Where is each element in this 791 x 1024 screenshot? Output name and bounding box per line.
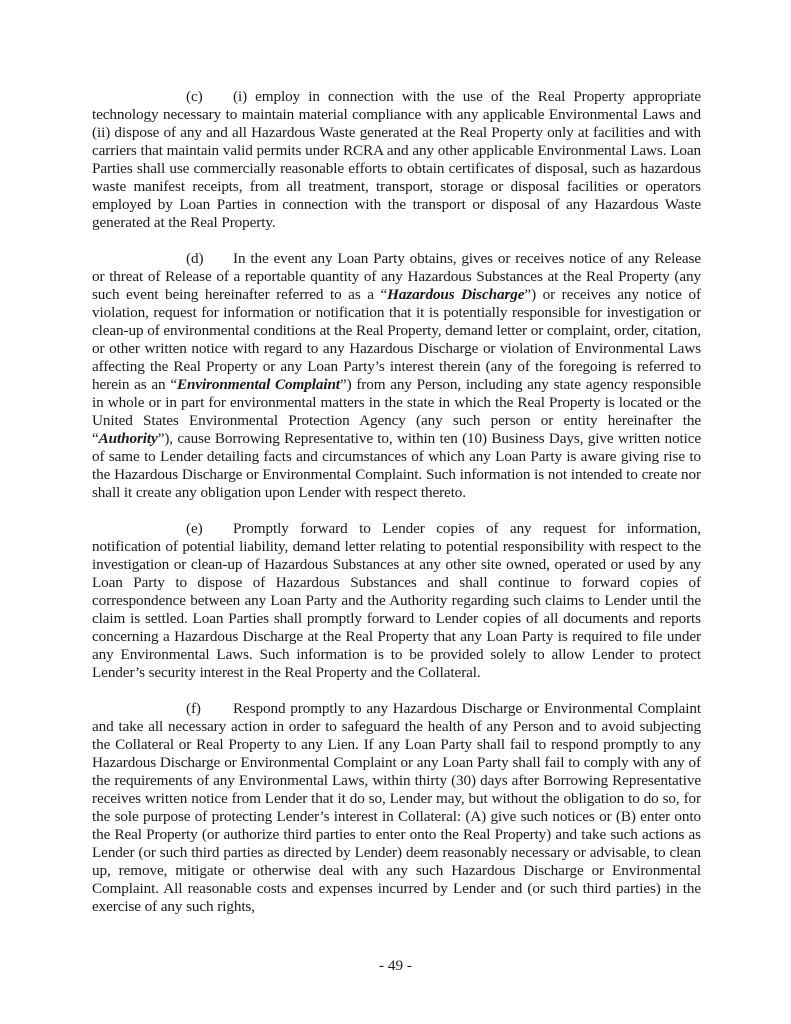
paragraph-text: ”) or receives any notice of violation, request for information or notification that it is potentially responsible for investigation or clean-up of environmental conditions at the Real Property, demand letter or complaint, order, citation, or other written notice with regard to any Hazardous Discharge or violation of Environmental Laws affecting the Real Property or any Loan Party’s interest therein (any of the foregoing is referred to herein as an “ bbox=[92, 286, 701, 393]
defined-term-environmental-complaint: Environmental Complaint bbox=[176, 376, 340, 393]
paragraph-text: In the event any Loan Party obtains, gives or receives notice of any Release or threat of Release of a reportable quantity of any Hazardous Substances at the Real Property (any such event being hereinafter referred to as a “ bbox=[92, 250, 701, 303]
paragraph-text: (i) employ in connection with the use of the Real Property appropriate technology necessary to maintain material compliance with any applicable Environmental Laws and (ii) dispose of any and all Hazardous Waste generated at the Real Property only at facilities and with carriers that maintain valid permits under RCRA and any other applicable Environmental Laws. Loan Parties shall use commercially reasonable efforts to obtain certificates of disposal, such as hazardous waste manifest receipts, from all treatment, transport, storage or disposal facilities or operators employed by Loan Parties in connection with the transport or disposal of any Hazardous Waste generated at the Real Property. bbox=[92, 88, 701, 231]
paragraph-label: (d) bbox=[186, 250, 204, 267]
paragraph-text: ”), cause Borrowing Representative to, within ten (10) Business Days, give written notice of same to Lender detailing facts and circumstances of which any Loan Party is aware giving rise to the Hazardous Discharge or Environmental Complaint. Such information is not intended to create nor shall it create any obligation upon Lender with respect thereto. bbox=[92, 430, 701, 501]
paragraph-text: Promptly forward to Lender copies of any request for information, notification of potential liability, demand letter relating to potential responsibility with respect to the investigation or clean-up of Hazardous Substances at any other site owned, operated or used by any Loan Party to dispose of Hazardous Substances and shall continue to forward copies of correspondence between any Loan Party and the Authority regarding such claims to Lender until the claim is settled. Loan Parties shall promptly forward to Lender copies of all documents and reports concerning a Hazardous Discharge at the Real Property that any Loan Party is required to file under any Environmental Laws. Such information is to be provided solely to allow Lender to protect Lender’s security interest in the Real Property and the Collateral. bbox=[92, 520, 701, 681]
paragraph-label: (c) bbox=[186, 88, 203, 105]
paragraph-f bbox=[92, 700, 701, 916]
page-number: - 49 - bbox=[379, 957, 412, 974]
paragraph-d bbox=[92, 250, 701, 502]
document-body bbox=[92, 88, 701, 934]
defined-term-hazardous-discharge: Hazardous Discharge bbox=[387, 286, 525, 303]
paragraph-c bbox=[92, 88, 701, 232]
paragraph-text: ”) from any Person, including any state agency responsible in whole or in part for environmental matters in the state in which the Real Property is located or the United States Environmental Protection Agency (any such person or entity hereinafter the “ bbox=[92, 376, 701, 447]
paragraph-label: (e) bbox=[186, 520, 203, 537]
paragraph-label: (f) bbox=[186, 700, 201, 717]
paragraph-e bbox=[92, 520, 701, 682]
defined-term-authority: Authority bbox=[98, 430, 158, 447]
paragraph-text: Respond promptly to any Hazardous Discharge or Environmental Complaint and take all necessary action in order to safeguard the health of any Person and to avoid subjecting the Collateral or Real Property to any Lien. If any Loan Party shall fail to respond promptly to any Hazardous Discharge or Environmental Complaint or any Loan Party shall fail to comply with any of the requirements of any Environmental Laws, within thirty (30) days after Borrowing Representative receives written notice from Lender that it do so, Lender may, but without the obligation to do so, for the sole purpose of protecting Lender’s interest in Collateral: (A) give such notices or (B) enter onto the Real Property (or authorize third parties to enter onto the Real Property) and take such actions as Lender (or such third parties as directed by Lender) deem reasonably necessary or advisable, to clean up, remove, mitigate or otherwise deal with any such Hazardous Discharge or Environmental Complaint. All reasonable costs and expenses incurred by Lender and (or such third parties) in the exercise of any such rights, bbox=[92, 700, 701, 915]
